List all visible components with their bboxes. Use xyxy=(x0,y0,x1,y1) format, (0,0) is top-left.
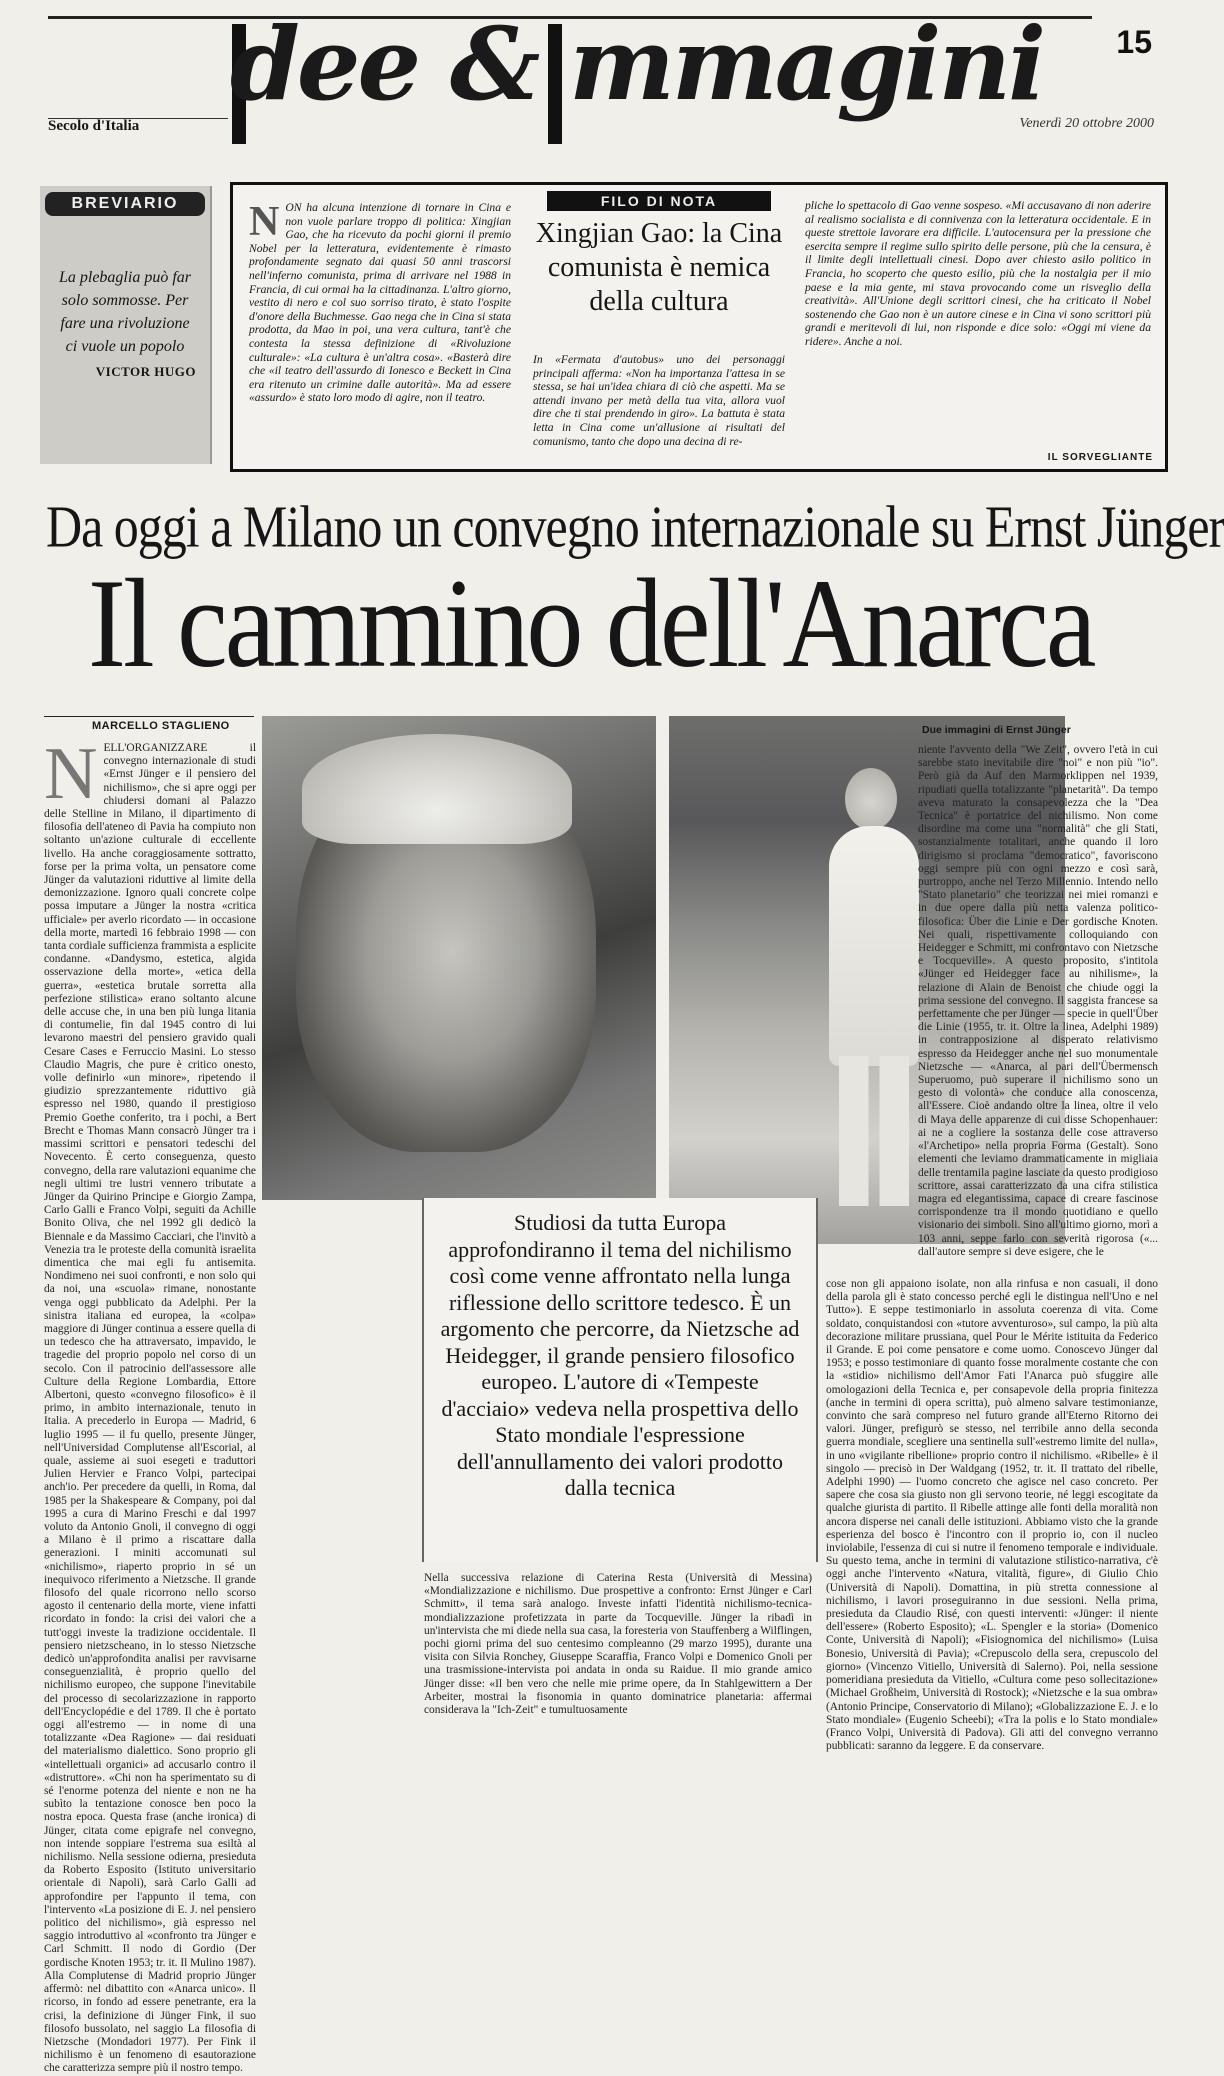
note-signature: IL SORVEGLIANTE xyxy=(1047,452,1153,463)
byline-rule xyxy=(44,716,254,717)
pull-quote xyxy=(422,1198,818,1562)
article-headline: Il cammino dell'Anarca xyxy=(88,551,1094,694)
photo-junger-portrait xyxy=(262,716,656,1200)
article-kicker: Da oggi a Milano un convegno internazionale su Ernst Jünger xyxy=(46,493,1224,560)
breviario-box xyxy=(40,186,212,464)
photo-caption: Due immagini di Ernst Jünger xyxy=(922,724,1071,736)
article-dropcap: N xyxy=(44,733,98,815)
standing-figure-legs xyxy=(839,1056,909,1206)
article-column-right-top: niente l'avvento della "We Zeit", ovvero l'età in cui sarebbe stato inevitabile dire "noi" e non più "io". Però già da Auf den Marmorklippen nel 1939, ripudiati quella totalizzante "planetarità". Da tempo aveva maturato la consapevolezza che la "Dea Tecnica" è portatrice del nichilismo. Non come disordine ma come una "normalità" che gli Stati, sostanzialmente totalitari, anche quando il loro dirigismo si proclama "democratico", favoriscono oggi sempre più con ogni mezzo e così sarà, purtroppo, anche nel Terzo Millennio. Intendo nello "Stato planetario" che teorizzai nei miei romanzi e in due opere dalla più netta valenza politico-filosofica: Über die Linie e Der gordische Knoten. Nei quali, rispettivamente colloquiando con Heidegger e Schmitt, mi confrontavo con Nietzsche e Tocqueville». A questo proposito, s'intitola «Jünger ed Heidegger face au nihilisme», la relazione di Alain de Benoist che chiude oggi la prima sessione del convegno. Il saggista francese sa perfettamente che per Jünger — specie in quell'Über die Linie (1955, tr. it. Oltre la linea, Adelphi 1989) in contrapposizione al disperato relativismo espresso da Heidegger anche nel suo monumentale Nietzsche — «Anarca, al pari dell'Übermensch Superuomo, può superare il nichilismo sono un gesto di volontà» che conduce alla conoscenza, all'Essere. Cioè andando oltre la linea, oltre il velo di Maya delle apparenze di cui disse Schopenhauer: ai ne a cogliere la sostanza delle cose attraverso «l'Archetipo» nella propria Forma (Gestalt). Sono elementi che leviamo drammaticamente in migliaia delle trentamila pagine lasciate da questo prodigioso scrittore, assai caratterizzato da una cifra stilistica magra ed elegantissima, capace di creare fascinose corrispondenze tra il mondo quotidiano e quello visionario dei simboli. Sino all'ultimo giorno, morì a 103 anni, seppe farlo con severità rigorosa («... dall'autore sempre si deve esigere, che le xyxy=(918,744,1158,1258)
breviario-author: VICTOR HUGO xyxy=(95,364,196,379)
breviario-tag: BREVIARIO xyxy=(45,192,205,216)
section-title: dee & mmagini xyxy=(230,5,1044,123)
issue-date: Venerdì 20 ottobre 2000 xyxy=(1019,116,1154,131)
standing-figure-body xyxy=(829,826,919,1066)
article-column-middle-bottom: Nella successiva relazione di Caterina Resta (Università di Messina) «Mondializzazione e nichilismo. Due prospettive a confronto: Ernst Jünger e Carl Schmitt», il tema sarà analogo. Investe infatti l'identità nichilismo-tecnica-mondializzazione profetizzata in parte da Tocqueville. Jünger la ribadì in un'intervista che mi diede nella sua casa, la foresteria von Stauffenberg a Wilflingen, pochi giorni prima del suo centesimo compleanno (29 marzo 1995), durante una visita con Silvia Ronchey, Giuseppe Scaraffia, Franco Volpi e Domenico Gnoli per una trasmissione-intervista poi andata in onda su Raidue. Il mio grande amico Jünger disse: «Il ben vero che nelle mie prime opere, da In Stahlgewittern a Der Arbeiter, mostrai la fisonomia in quanto dominatrice planetaria: affermai considerava la "Ich-Zeit" e tumultuosamente xyxy=(424,1572,812,1717)
note-column-2: In «Fermata d'autobus» uno dei personaggi principali afferma: «Non ha importanza l'attesa in se stessa, se hai un'idea chiara di ciò che aspetti. Ma se attendi invano per metà della tua vita, allora vuol dire che ti stai prendendo in giro». La battuta è stata letta in Cina come un'allusione ai risultati del comunismo, tanto che dopo una decina di re- xyxy=(533,353,785,448)
article-column-1-text: ELL'ORGANIZZARE il convegno internazionale di studi «Ernst Jünger e il pensiero del nichilismo», che si apre oggi per chiudersi domani al Palazzo delle Stelline in Milano, il dipartimento di filosofia dell'ateneo di Pavia ha compiuto non soltanto un'azione culturale di eccellente livello. Ha anche coraggiosamente sottratto, forse per la prima volta, un pensatore come Jünger da valutazioni riduttive al limite della demonizzazione. Ignoro quali concrete colpe possa imputare a Jünger la nostra «critica ufficiale» per averlo ricordato — in occasione della morte, martedì 16 febbraio 1998 — con tanta cordiale sufficienza frammista a esplicite condanne. «Dandysmo, estetica, algida osservazione della morte», «etica della guerra», «estetica brutale sorretta alla perfezione stilistica» erano soltanto alcune delle accuse che, in una ben più lunga litania di contumelie, fin dal 1945 contro di lui levarono maestri del pensiero gravido quali Cesare Cases e Ferruccio Masini. Lo stesso Claudio Magris, che pure è critico onesto, volle definirlo «un minore», ripetendo il giudizio sprezzantemente riduttivo già espresso nel 1980, quando il prestigioso Premio Goethe conferito, tra i pochi, a Bert Brecht e Thomas Mann consacrò Jünger tra i massimi scrittori e pensatori tedeschi del Novecento. È certo conseguenza, questo convegno, della rare valutazioni equanime che negli ultimi tre lustri vennero tributate a Jünger da Quirino Principe e Giorgio Zampa, Carlo Galli e Franco Volpi, seguiti da Achille Bonito Oliva, che nel 1992 gli dedicò la Biennale e da Massimo Cacciari, che l'invitò a Venezia tra le proteste della comunità israelita dimentica che mai egli fu antisemita. Nondimeno nei suoi confronti, e non solo qui da noi, una «scuola» rimane, nonostante venga oggi pubblicato da Adelphi. Per la sinistra italiana ed europea, la «colpa» maggiore di Jünger continua a essere quella di un tedesco che ha attraversato, impavido, le tragedie del proprio popolo nel corso di un secolo. Con il patrocinio dell'assessore alle Culture della Regione Lombardia, Ettore Albertoni, questo «convegno filosofico» è il primo, in ambito internazionale, tenuto in Italia. A precederlo in Europa — Madrid, 6 luglio 1995 — il fu quello, presente Jünger, nell'Universidad Complutense all'Escorial, al quale, assieme ai suoi esegeti e traduttori Julien Hervier e Franco Volpi, partecipai anch'io. Per precedere da quelli, in Roma, dal 1985 per la Shakespeare & Company, poi dal 1995 a cura di Marino Freschi e dal 1997 voluto da Antonio Gnoli, il convegno di oggi a Milano è il primo a riscattare dalla generazioni. I miniti accomunati sul «nichilismo», riaperto proprio in sé un inequivoco riferimento a Nietzsche. Il grande filosofo del quale ricorrono nello scorso agosto il centenario della morte, viene infatti ricordato in fondo: la crisi dei valori che a tutt'oggi investe la tradizione occidentale. Il pensiero nietzscheano, in lo stesso Nietzsche dedicò un'approfondita analisi per ravvisarne conseguenzialità, è proprio quello del nichilismo europeo, che suppone l'inevitabile del processo di secolarizzazione in rapporto dell'Encyclopédie e del 1789. Il che è portato oggi all'estremo — in nome di una totalizzante «Dea Ragione» — dai residuati del materialismo dialettico. Sono proprio gli «intellettuali organici» ad accusarlo contro il «distruttore». «Chi non ha sperimentato su di sé l'enorme potenza del niente e non ne ha subìto la tentazione conosce ben poco la nostra epoca. Questa frase (anche ironica) di Jünger, citata come epigrafe nel convegno, non intende soppiare l'estrema sua esiltà al nichilismo. Nella sessione odierna, presieduta da Roberto Esposito (Istituto universitario orientale di Napoli), sarà Carlo Galli ad approfondire per l'appunto il tema, con l'intervento «La posizione di E. J. nel pensiero politico del nichilismo», già espresso nel saggio introduttivo al «confronto tra Jünger e Carl Schmitt. Il nodo di Gordio (Der gordische Knoten 1953; tr. it. Il Mulino 1987). Alla Complutense di Madrid proprio Jünger affermò: nel dibattito con «Anarca unico». Il ricorso, in fondo ad essere penetrante, era la crisi, la definizione di Jünger Fink, il suo filosofo bussolato, nel saggio La filosofia di Nietzsche (Mondadori 1977). Per Fink il nichilismo è un fenomeno di esautorazione che caratterizza sempre più il nostro tempo. xyxy=(44,742,257,2075)
article-column-1 xyxy=(44,733,257,2075)
standing-figure-head xyxy=(845,768,897,830)
note-column-3: pliche lo spettacolo di Gao venne sospeso. «Mi accusavano di non aderire al realismo socialista e di connivenza con la letteratura occidentale. E in queste strettoie lavorare era difficile. L'autocensura per la pressione che esercita sempre il regime sullo spirito delle persone, più che la censura, è il limite degli intellettuali cinesi. Dopo aver chiesto asilo politico in Francia, ho scoperto che questo esilio, più che la nostalgia per il mio paese e la mia gente, mi stava provocando come un risveglio della creatività». All'Unione degli scrittori cinesi, che ha criticato il Nobel sostenendo che Gao non è un autore cinese e in Cina vi sono scrittori più grandi e meritevoli di lui, non risponde e dice solo: «Oggi mi viene da ridere». Anche a noi. xyxy=(805,199,1151,348)
page-number: 15 xyxy=(1116,24,1152,60)
note-column-1 xyxy=(249,201,511,463)
pull-quote-text: Studiosi da tutta Europa approfondiranno il tema del nichilismo così come venne affrontato nella lunga riflessione dello scrittore tedesco. È un argomento che percorre, da Nietzsche ad Heidegger, il grande pensiero filosofico europeo. L'autore di «Tempeste d'acciaio» vedeva nella prospettiva dello Stato mondiale l'espressione dell'annullamento dei valori prodotto dalla tecnica xyxy=(440,1210,800,1500)
filo-di-nota-box xyxy=(230,182,1168,472)
article-column-right-bottom: cose non gli appaiono isolate, non alla rinfusa e non casuali, il dono della parola gli è stato concesso perché egli le distingua nell'Uno e nel Tutto»). E seppe testimoniarlo in assoluta coerenza di vita. Come soldato, conquistandosi con «tutore avventuroso», sul campo, la più alta decorazione militare prussiana, quel Pour le Mérite istituita da Federico il Grande. E poi come pensatore e come uomo. Conoscevo Jünger dal 1953; e posso testimoniare di quanto fosse moralmente costante che con la «stidio» nichilismo dell'Amor Fati l'Anarca può sfuggire alle omologazioni della Tecnica e, per consapevole della propria finitezza (anche in termini di opera scritta), può almeno salvare testimonianze, convinto che sarà compreso nel futuro grande all'Eterno Ritorno dei valori. Jünger, prefigurò se stesso, nel terribile anno della seconda guerra mondiale, scegliere una sentinella sull'«estremo limite del nulla», in uno «vigilante ribellione» proprio contro il nichilismo. «Ribelle» è il singolo — precisò in Der Waldgang (1952, tr. it. Il trattato del ribelle, Adelphi 1990) — l'uomo concreto che agisce nel caso concreto. Per sapere che cosa sia giusto non gli servono teorie, né leggi escogitate da qualche giurista di partito. Il Ribelle attinge alle fonti della moralità non ancora disperse nei canali delle istituzioni. Abbiamo visto che la grande esperienza del bosco è l'incontro con il proprio io, con il nucleo inviolabile, l'essenza di cui si nutre il fenomeno temporale e individuale. Su questo tema, anche in termini di valutazione stilistico-narrativa, c'è oggi anche l'intervento «Natura, vitalità, figure», di Giulio Chio (Università di Napoli). Domattina, in più stretta connessione al nichilismo, i lavori proseguiranno in due sessioni. Nella prima, presieduta da Claudio Risé, con questi interventi: «Jünger: il niente dell'essere» (Roberto Esposito); «L. Spengler e la storia» (Domenico Conte, Università di Napoli); «Fisiognomica del nichilismo» (Luisa Bonesio, Università di Pavia); «Crepuscolo della sera, crepuscolo del giorno» (Vincenzo Vitiello, Università di Salerno). Poi, nella sessione pomeridiana presieduta da Vitiello, «Cultura come peso sollecitazione» (Michael Großheim, Università di Rostock); «Nietzsche e la sua ombra» (Antonio Principe, Conservatorio di Milano); «Globalizzazione E. J. e lo Stato mondiale» (Eugenio Scheebi); «Tra la polis e lo Stato mondiale» (Franco Volpi, Università di Padova). Gli atti del convegno verranno pubblicati: saranno da leggere. E da conservare. xyxy=(826,1278,1158,1753)
note-dropcap: N xyxy=(249,199,280,245)
portrait-hair xyxy=(302,734,572,844)
article-byline: MARCELLO STAGLIENO xyxy=(92,720,230,732)
publication-name: Secolo d'Italia xyxy=(48,118,140,134)
filo-di-nota-tag: FILO DI NOTA xyxy=(547,191,771,211)
breviario-quote: La plebaglia può far solo sommosse. Per fare una rivoluzione ci vuole un popolo xyxy=(58,269,191,355)
note-column-1-text: ON ha alcuna intenzione di tornare in Cina e non vuole parlare troppo di politica: Xingjian Gao, che ha ricevuto da pochi giorni il premio Nobel per la letteratura, evidentemente è rimasto profondamente segnato dai quasi 50 anni trascorsi nell'inferno comunista, prima di arrivare nel 1988 in Francia, di cui ormai ha la cittadinanza. L'altro giorno, vestito di nero e col suo sorriso tirato, è stato l'ospite d'onore della Buchmesse. Gao nega che in Cina si stata prodotta, da Mao in poi, una vera cultura, tant'è che contesta la stessa definizione di «Rivoluzione culturale»: «La cultura è un'altra cosa». «Basterà dire che «il teatro dell'assurdo di Ionesco e Beckett in Cina era ritenuto un crimine dalle autorità». Ma ad essere «assurdo» è stato loro modo di agire, non il teatro. xyxy=(249,201,511,405)
filo-headline: Xingjian Gao: la Cina comunista è nemica della cultura xyxy=(535,218,783,317)
